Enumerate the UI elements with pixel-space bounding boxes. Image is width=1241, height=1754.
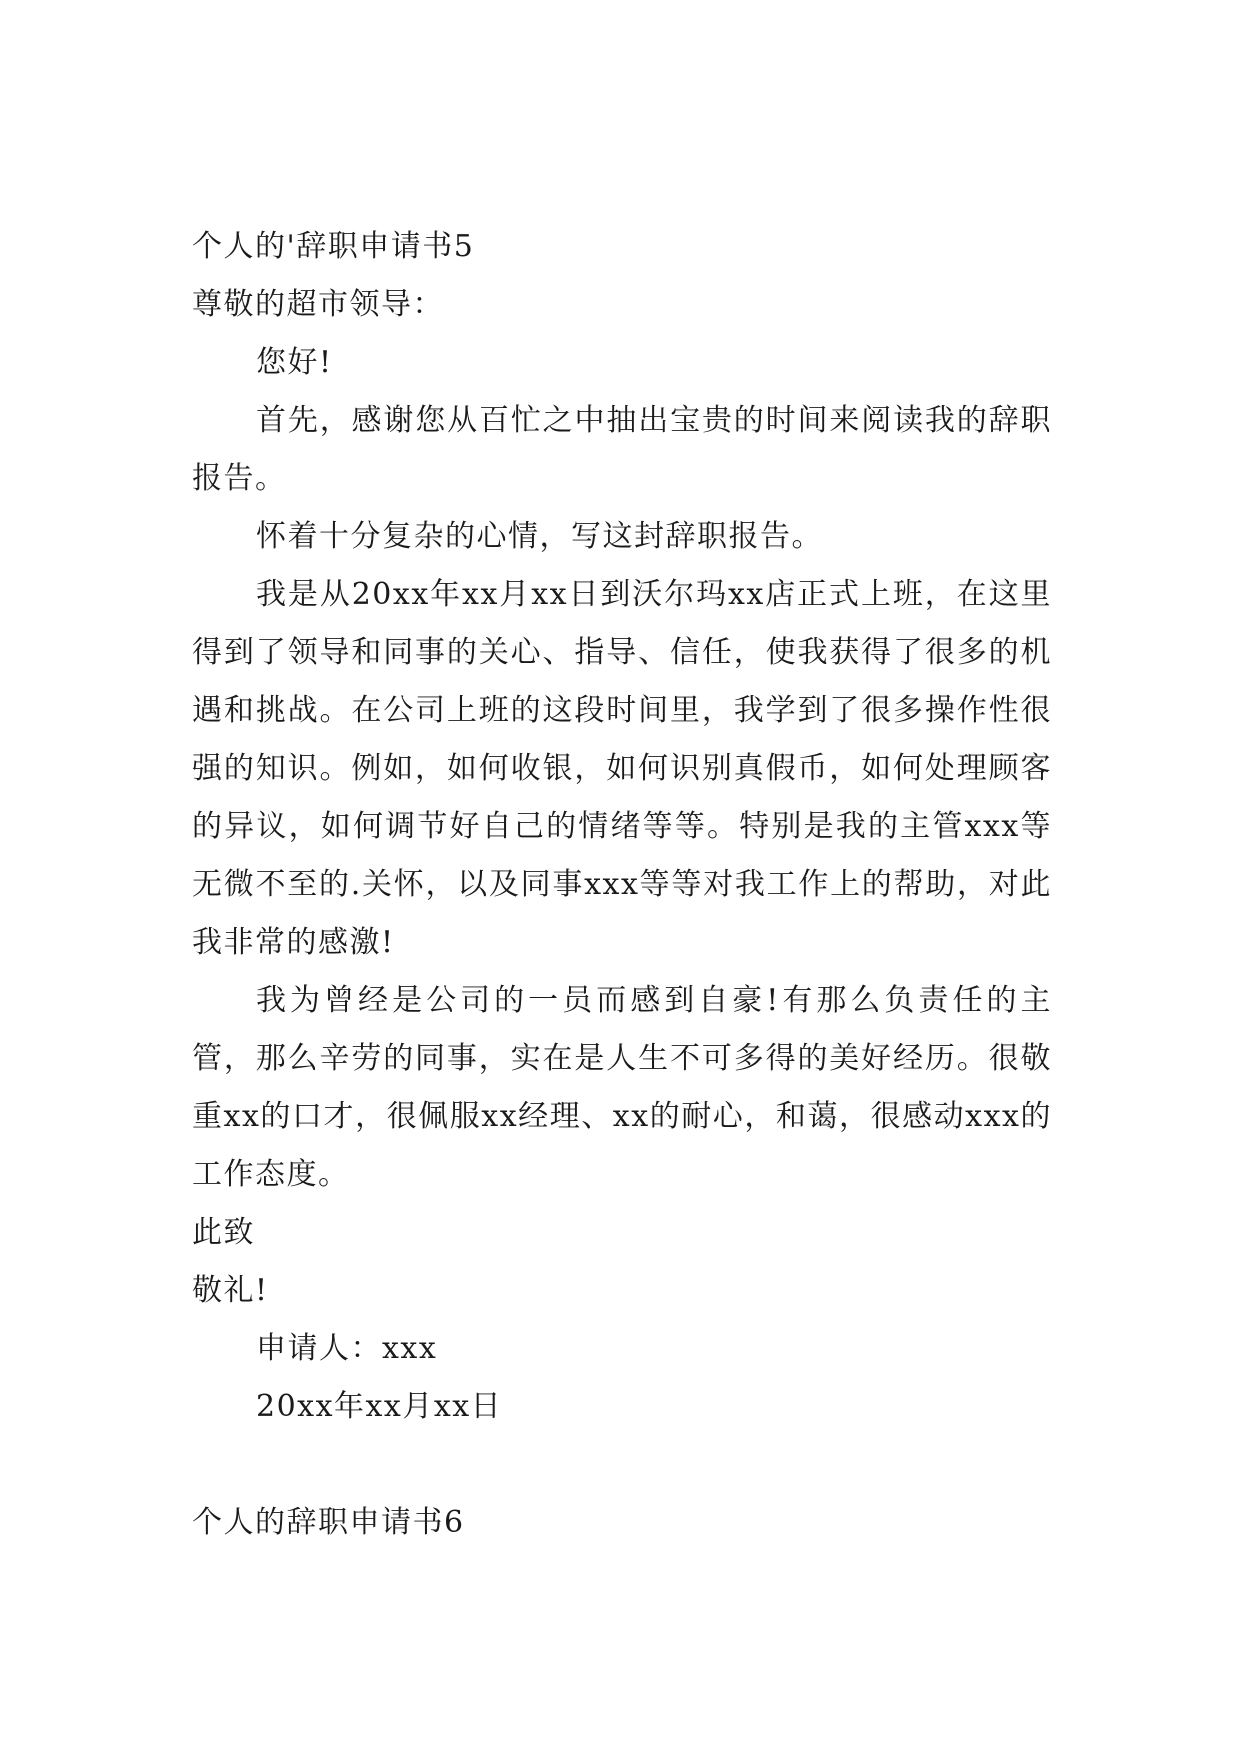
greeting: 您好! [256, 345, 333, 380]
applicant-signature: 申请人：xxx [256, 1331, 438, 1366]
body-paragraph-4: 我为曾经是公司的一员而感到自豪!有那么负责任的主管，那么辛劳的同事，实在是人生不可多得的美好经历。很敬重xx的口才，很佩服xx经理、xx的耐心，和蔼，很感动xxx的工作态度。 [192, 983, 1052, 1192]
document-body [192, 218, 1052, 1552]
signature-date: 20xx年xx月xx日 [256, 1389, 503, 1424]
next-section-title: 个人的辞职申请书6 [192, 1505, 465, 1540]
body-paragraph-3: 我是从20xx年xx月xx日到沃尔玛xx店正式上班，在这里得到了领导和同事的关心、指导、信任，使我获得了很多的机遇和挑战。在公司上班的这段时间里，我学到了很多操作性很强的知识。例如，如何收银，如何识别真假币，如何处理顾客的异议，如何调节好自己的情绪等等。特别是我的主管xxx等无微不至的.关怀，以及同事xxx等等对我工作上的帮助，对此我非常的感激! [192, 577, 1052, 960]
body-paragraph-1: 首先，感谢您从百忙之中抽出宝贵的时间来阅读我的辞职报告。 [192, 403, 1052, 496]
closing-line-1: 此致 [192, 1215, 255, 1250]
section-title: 个人的'辞职申请书5 [192, 229, 475, 264]
body-paragraph-2: 怀着十分复杂的心情，写这封辞职报告。 [256, 519, 823, 554]
salutation: 尊敬的超市领导： [192, 287, 444, 322]
closing-line-2: 敬礼! [192, 1273, 269, 1308]
